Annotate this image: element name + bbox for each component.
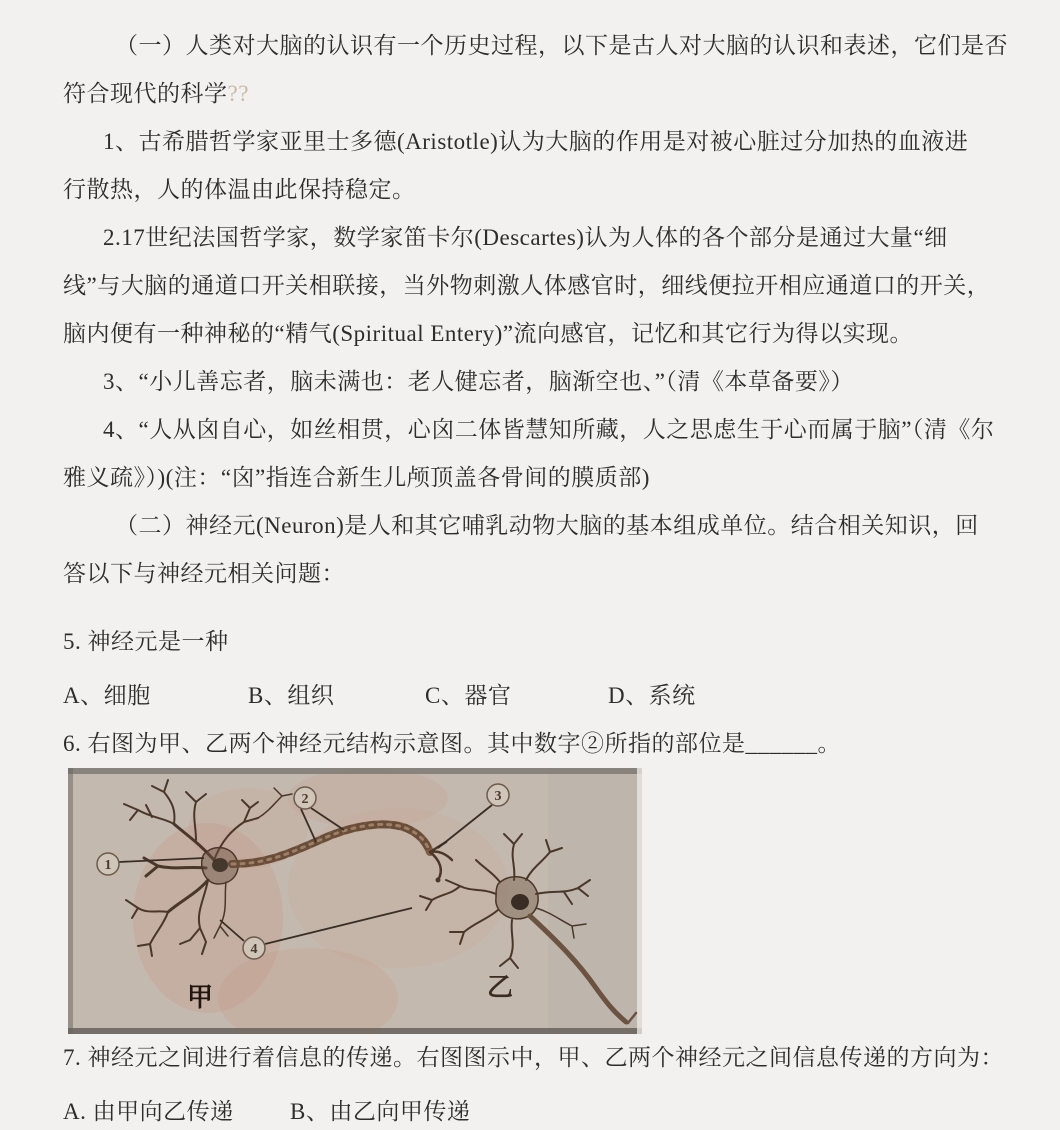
q5-option-c: C、器官 [425, 683, 512, 708]
figure-right-edge [637, 768, 642, 1034]
item1-line1: 1、古希腊哲学家亚里士多德(Aristotle)认为大脑的作用是对被心脏过分加热的血液进 [103, 129, 969, 154]
question7-stem: 7. 神经元之间进行着信息的传递。右图图示中，甲、乙两个神经元之间信息传递的方向为： [63, 1045, 1004, 1070]
q5-option-b: B、组织 [248, 683, 335, 708]
q7-option-a: A. 由甲向乙传递 [63, 1099, 234, 1124]
para1-line1: （一）人类对大脑的认识有一个历史过程，以下是古人对大脑的认识和表述，它们是否 [115, 33, 1008, 58]
para1-line2-text: 符合现代的科学 [63, 81, 228, 106]
faint-question-marks: ?? [227, 81, 249, 106]
para2-line2: 答以下与神经元相关问题： [63, 561, 345, 586]
neuron-diagram-svg [68, 768, 642, 1034]
figure-gray-area [548, 768, 642, 1034]
label-yi: 乙 [486, 973, 514, 1002]
label-jia: 甲 [186, 983, 214, 1012]
callout-3-number: 3 [494, 789, 502, 804]
q5-option-a: A、细胞 [63, 683, 151, 708]
jia-nucleus [212, 858, 228, 872]
figure-top-edge [68, 768, 642, 774]
item2-line2: 线”与大脑的通道口开关相联接，当外物刺激人体感官时，细线便拉开相应通道口的开关， [63, 273, 991, 298]
item2-line3: 脑内便有一种神秘的“精气(Spiritual Entery)”流向感官，记忆和其它行为得以实现。 [63, 321, 914, 346]
pink-smudge [288, 808, 508, 968]
question5-options [63, 672, 1000, 720]
para2-line1: （二）神经元(Neuron)是人和其它哺乳动物大脑的基本组成单位。结合相关知识，回 [115, 513, 979, 538]
item1-line2: 行散热，人的体温由此保持稳定。 [63, 177, 416, 202]
para1-line2 [63, 70, 1000, 118]
item4-line1: 4、“人从囟自心，如丝相贯，心囟二体皆慧知所藏，人之思虑生于心而属于脑”（清《尔 [103, 417, 995, 442]
yi-nucleus [511, 894, 529, 910]
figure-left-edge [68, 768, 73, 1034]
item2-line1: 2.17世纪法国哲学家，数学家笛卡尔(Descartes)认为人体的各个部分是通过大量“细 [103, 225, 948, 250]
neuron-figure [68, 768, 642, 1034]
callout-2-number: 2 [301, 792, 309, 807]
question5-stem: 5. 神经元是一种 [63, 629, 229, 654]
q5-option-d: D、系统 [608, 683, 696, 708]
item4-line2: 雅义疏》）)(注：“囟”指连合新生儿颅顶盖各骨间的膜质部) [63, 465, 650, 490]
callout-1-number: 1 [104, 858, 112, 873]
q7-option-b: B、由乙向甲传递 [290, 1099, 471, 1124]
question6-stem: 6. 右图为甲、乙两个神经元结构示意图。其中数字②所指的部位是______。 [63, 731, 841, 756]
question7-options [63, 1088, 1000, 1130]
item3-line1: 3、“小儿善忘者，脑未满也：老人健忘者，脑渐空也、”（清《本草备要》） [103, 369, 854, 394]
callout-4-number: 4 [250, 942, 258, 957]
